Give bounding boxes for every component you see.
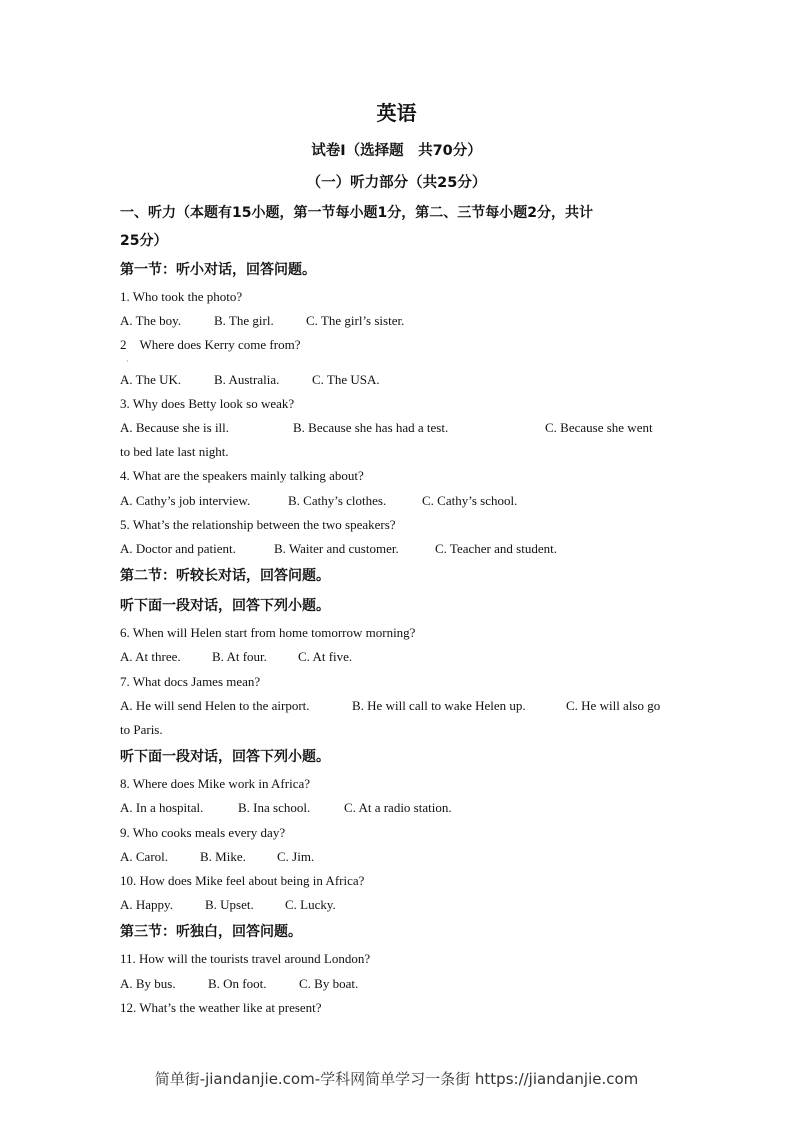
q2-option-a: A. The UK. — [120, 371, 182, 387]
question-7: 7. What docs James mean? — [120, 673, 261, 689]
q1-option-a: A. The boy. — [120, 313, 182, 329]
q7-option-c: C. He will also go — [566, 697, 661, 713]
q7-option-b: B. He will call to wake Helen up. — [352, 697, 526, 713]
q9-option-c: C. Jim. — [277, 848, 315, 864]
question-3-options — [120, 416, 680, 440]
q6-option-a: A. At three. — [120, 649, 181, 665]
question-5: 5. What’s the relationship between the two speakers? — [120, 516, 396, 532]
question-11-options — [120, 972, 680, 996]
q9-option-b: B. Mike. — [200, 848, 246, 864]
q5-option-c: C. Teacher and student. — [435, 541, 557, 557]
section3-heading: 第三节：听独白，回答问题。 — [120, 924, 302, 941]
footer-watermark: 简单街-jiandanjie.com-学科网简单学习一条街 https://jiandanjie.com — [154, 1070, 639, 1088]
question-7-option-c-continued: to Paris. — [120, 722, 163, 738]
question-3-option-c-continued: to bed late last night. — [120, 444, 229, 460]
q10-option-b: B. Upset. — [205, 897, 254, 913]
question-2: 2 Where does Kerry come from? — [120, 337, 301, 353]
part1-heading-line1: 一、听力（本题有15小题，第一节每小题1分，第二、三节每小题2分，共计 — [120, 205, 593, 221]
q11-option-b: B. On foot. — [208, 975, 267, 991]
q3-option-c: C. Because she went — [545, 420, 653, 436]
listening-subtitle: （一）听力部分（共25分） — [306, 175, 487, 191]
q4-option-b: B. Cathy’s clothes. — [288, 492, 387, 508]
question-6-options — [120, 645, 680, 669]
question-11: 11. How will the tourists travel around London? — [120, 951, 371, 967]
q2-option-b: B. Australia. — [214, 371, 280, 387]
stray-mark: · — [126, 356, 129, 366]
q6-option-b: B. At four. — [212, 649, 267, 665]
q10-option-a: A. Happy. — [120, 897, 173, 913]
question-9-options — [120, 845, 680, 869]
question-3: 3. Why does Betty look so weak? — [120, 395, 295, 411]
q1-option-b: B. The girl. — [214, 313, 274, 329]
q2-option-c: C. The USA. — [312, 371, 380, 387]
question-4: 4. What are the speakers mainly talking about? — [120, 468, 364, 484]
q5-option-a: A. Doctor and patient. — [120, 541, 236, 557]
exam-content — [120, 199, 680, 1020]
q8-option-a: A. In a hospital. — [120, 800, 204, 816]
question-2-options — [120, 368, 680, 392]
section1-heading: 第一节：听小对话，回答问题。 — [120, 262, 316, 278]
question-4-options — [120, 489, 680, 513]
q11-option-a: A. By bus. — [120, 975, 176, 991]
question-7-options — [120, 694, 680, 718]
q10-option-c: C. Lucky. — [285, 897, 336, 913]
q3-option-a: A. Because she is ill. — [120, 420, 230, 436]
q8-option-b: B. Ina school. — [238, 800, 311, 816]
q5-option-b: B. Waiter and customer. — [274, 541, 399, 557]
question-5-options — [120, 537, 680, 561]
question-10-options — [120, 893, 680, 917]
question-8: 8. Where does Mike work in Africa? — [120, 776, 311, 792]
q6-option-c: C. At five. — [298, 649, 353, 665]
q3-option-b: B. Because she has had a test. — [293, 420, 449, 436]
dialog-b-heading: 听下面一段对话，回答下列小题。 — [120, 749, 330, 766]
q4-option-c: C. Cathy’s school. — [422, 492, 518, 508]
question-1-options — [120, 309, 680, 333]
question-1: 1. Who took the photo? — [120, 289, 243, 304]
paper-subtitle: 试卷Ⅰ（选择题 共70分） — [311, 143, 482, 159]
question-6: 6. When will Helen start from home tomorrow morning? — [120, 625, 416, 641]
question-10: 10. How does Mike feel about being in Africa? — [120, 873, 365, 889]
question-9: 9. Who cooks meals every day? — [120, 824, 286, 840]
section2-heading: 第二节：听较长对话，回答问题。 — [120, 568, 330, 585]
dialog-a-heading: 听下面一段对话，回答下列小题。 — [120, 598, 330, 615]
question-8-options — [120, 796, 680, 820]
q4-option-a: A. Cathy’s job interview. — [120, 492, 251, 508]
q7-option-a: A. He will send Helen to the airport. — [120, 697, 310, 713]
q1-option-c: C. The girl’s sister. — [306, 313, 405, 329]
q9-option-a: A. Carol. — [120, 848, 169, 864]
q11-option-c: C. By boat. — [299, 975, 359, 991]
part1-heading-line2: 25分） — [120, 233, 168, 249]
q8-option-c: C. At a radio station. — [344, 800, 452, 816]
page-title: 英语 — [376, 101, 417, 125]
question-12: 12. What’s the weather like at present? — [120, 999, 322, 1015]
